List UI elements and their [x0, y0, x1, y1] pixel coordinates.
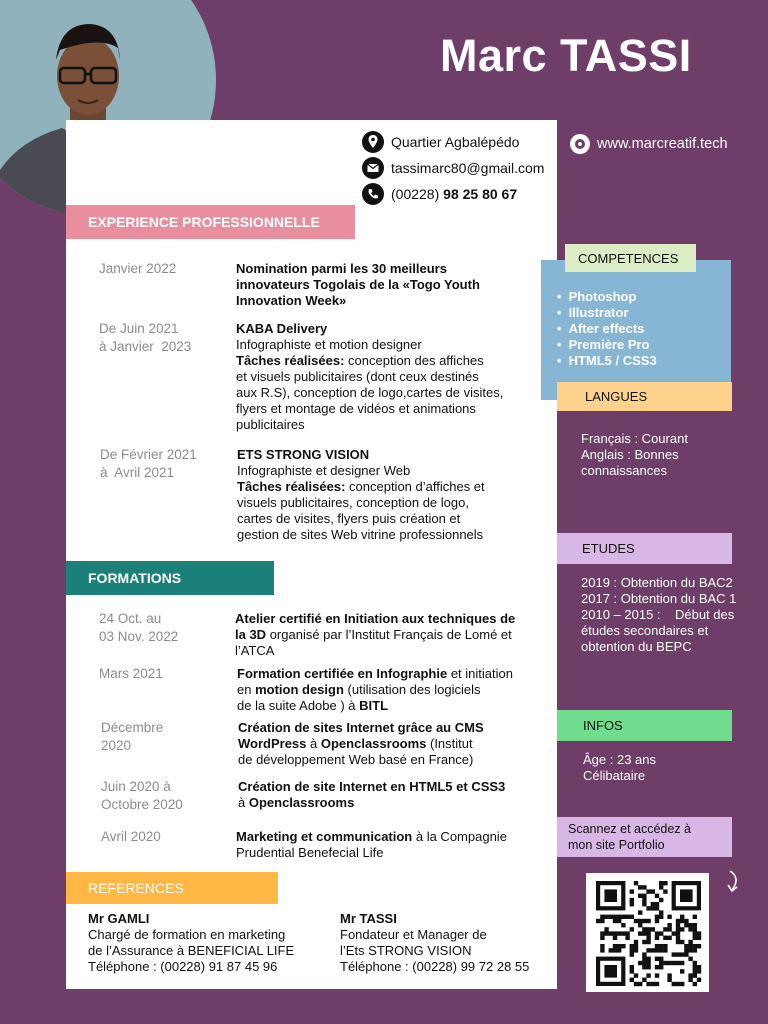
entry-date: Janvier 2022	[99, 261, 177, 276]
contact-address: Quartier Agbalépédo	[362, 131, 519, 153]
etudes-text: 2019 : Obtention du BAC2 2017 : Obtention du BAC 1 2010 – 2015 : Début des études secondaires et obtention du BEPC	[581, 575, 737, 654]
qr-code-pattern	[586, 873, 709, 992]
skill-item: • After effects	[557, 321, 657, 337]
section-header-competences: COMPETENCES	[565, 244, 696, 272]
contact-phone[interactable]: (00228) 98 25 80 67	[362, 183, 517, 205]
entry-date: Mars 2021	[99, 666, 163, 681]
entry-date: Juin 2020 à Octobre 2020	[101, 779, 183, 812]
reference-1: Mr GAMLI Chargé de formation en marketing de l’Assurance à BENEFICIAL LIFE Téléphone : (00228) 91 87 45 96	[88, 911, 295, 974]
section-header-langues: LANGUES	[557, 382, 732, 411]
entry-date: De Février 2021 à Avril 2021	[100, 447, 197, 480]
infos-text: Âge : 23 ans Célibataire	[583, 752, 656, 783]
skill-item: • HTML5 / CSS3	[557, 353, 657, 369]
skill-item: • Première Pro	[557, 337, 657, 353]
entry-description: Création de sites Internet grâce au CMS WordPress à Openclassrooms (Institut de développement Web basé en France)	[238, 720, 484, 767]
entry-date: Décembre 2020	[101, 720, 164, 753]
section-header-experience: EXPERIENCE PROFESSIONNELLE	[66, 205, 355, 239]
contact-email[interactable]: tassimarc80@gmail.com	[362, 157, 544, 179]
section-header-formations: FORMATIONS	[66, 561, 274, 595]
entry-description: KABA Delivery Infographiste et motion designer Tâches réalisées: conception des affiches et visuels publicitaires (dont ceux destinés aux R.S), conception de logo,cartes de visites, flyers et montage de vidéos et animations publicitaires	[236, 321, 504, 432]
section-header-etudes: ETUDES	[557, 533, 732, 564]
section-header-references: REFERENCES	[66, 872, 278, 904]
entry-description: Atelier certifié en Initiation aux techniques de la 3D organisé par l’Institut Français de Lomé et l’ATCA	[235, 611, 516, 658]
section-header-infos: INFOS	[557, 710, 732, 741]
portfolio-callout: Scannez et accédez à mon site Portfolio	[557, 817, 732, 857]
qr-code[interactable]	[586, 873, 709, 992]
phone-icon	[362, 183, 384, 205]
langues-text: Français : Courant Anglais : Bonnes connaissances	[581, 431, 688, 478]
website-link[interactable]: www.marcreatif.tech	[570, 134, 728, 154]
skills-list	[557, 289, 657, 369]
entry-description: Création de site Internet en HTML5 et CSS3 à Openclassrooms	[238, 779, 506, 810]
globe-icon	[570, 134, 590, 154]
skill-item: • Illustrator	[557, 305, 657, 321]
reference-2: Mr TASSI Fondateur et Manager de l’Ets STRONG VISION Téléphone : (00228) 99 72 28 55	[340, 911, 530, 974]
email-icon	[362, 157, 384, 179]
entry-description: Nomination parmi les 30 meilleurs innovateurs Togolais de la «Togo Youth Innovation Week»	[236, 261, 480, 308]
entry-description: ETS STRONG VISION Infographiste et designer Web Tâches réalisées: conception d’affiches et visuels publicitaires, conception de logo, cartes de visites, flyers puis création et gestion de sites Web vitrine professionnels	[237, 447, 485, 542]
location-icon	[362, 131, 384, 153]
entry-description: Formation certifiée en Infographie et initiation en motion design (utilisation des logiciels de la suite Adobe ) à BITL	[237, 666, 513, 713]
competences-box	[541, 260, 731, 400]
skill-item: • Photoshop	[557, 289, 657, 305]
entry-description: Marketing et communication à la Compagnie Prudential Benefecial Life	[236, 829, 507, 860]
entry-date: 24 Oct. au 03 Nov. 2022	[99, 611, 179, 644]
curved-arrow-icon	[724, 868, 744, 896]
candidate-name: Marc TASSI	[440, 30, 692, 81]
entry-date: De Juin 2021 à Janvier 2023	[99, 321, 192, 354]
entry-date: Avril 2020	[101, 829, 161, 844]
